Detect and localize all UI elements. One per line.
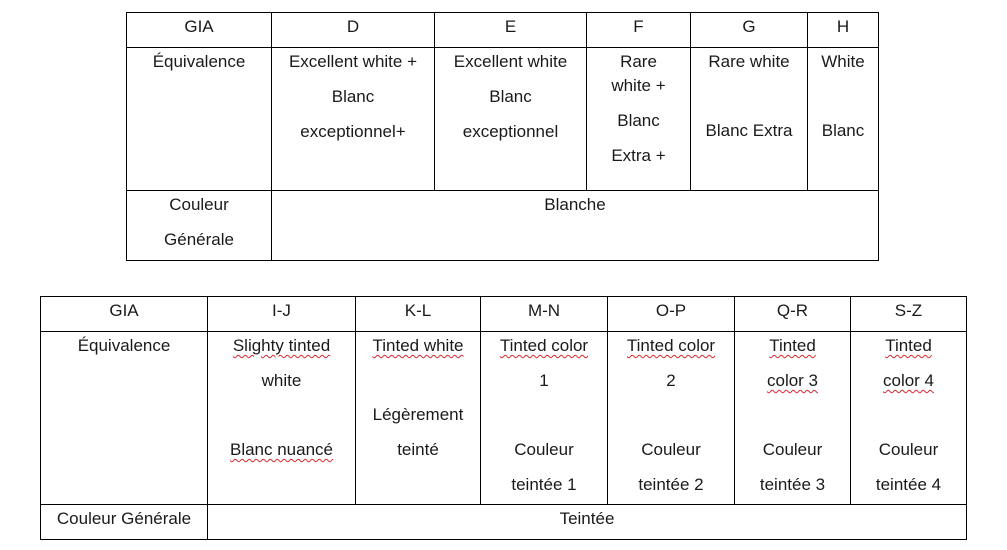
table1-header-gia: GIA [127, 13, 272, 48]
table1-equivalence-e: Excellent white Blanc exceptionnel [435, 48, 587, 191]
table1-equivalence-g: Rare white Blanc Extra [691, 48, 808, 191]
table1-equivalence-row [127, 48, 879, 191]
table1-header-e: E [435, 13, 587, 48]
spellcheck-flag: Tinted white [372, 336, 464, 355]
spellcheck-flag: Slighty tinted [232, 336, 331, 355]
table2-equivalence-o-p: Tinted color 2 Couleur teintée 2 [608, 332, 735, 505]
table1-equivalence-f: Rare white + Blanc Extra + [587, 48, 691, 191]
color-grade-table-tinted [40, 296, 967, 540]
table1-header-f: F [587, 13, 691, 48]
spellcheck-flag: color 4 [882, 371, 935, 390]
table2-equivalence-q-r: Tinted color 3 Couleur teintée 3 [735, 332, 851, 505]
table2-header-row [41, 297, 967, 332]
table2-general-label: Couleur Générale [41, 505, 208, 540]
table2-header-o-p: O-P [608, 297, 735, 332]
table2-header-k-l: K-L [356, 297, 481, 332]
spellcheck-flag: Tinted [885, 336, 932, 355]
table1-general-label: Couleur Générale [127, 191, 272, 261]
table2-equivalence-label: Équivalence [41, 332, 208, 505]
table2-header-m-n: M-N [481, 297, 608, 332]
table2-header-q-r: Q-R [735, 297, 851, 332]
spellcheck-flag: color 3 [766, 371, 819, 390]
table2-equivalence-s-z: Tinted color 4 Couleur teintée 4 [851, 332, 967, 505]
table2-equivalence-row [41, 332, 967, 505]
table2-header-s-z: S-Z [851, 297, 967, 332]
spellcheck-flag: Tinted color [626, 336, 716, 355]
table2-equivalence-i-j: Slighty tinted white Blanc nuancé [208, 332, 356, 505]
table2-header-gia: GIA [41, 297, 208, 332]
table2-equivalence-k-l: Tinted white Légèrement teinté [356, 332, 481, 505]
table2-general-value: Teintée [208, 505, 967, 540]
table1-general-value: Blanche [272, 191, 879, 261]
table1-header-d: D [272, 13, 435, 48]
table2-equivalence-m-n: Tinted color 1 Couleur teintée 1 [481, 332, 608, 505]
table2-general-row [41, 505, 967, 540]
spellcheck-flag: Tinted color [499, 336, 589, 355]
color-grade-table-white [126, 12, 879, 261]
table1-header-row [127, 13, 879, 48]
table1-equivalence-d: Excellent white + Blanc exceptionnel+ [272, 48, 435, 191]
table1-header-h: H [808, 13, 879, 48]
table1-general-row [127, 191, 879, 261]
spellcheck-flag: Blanc nuancé [229, 440, 334, 459]
spellcheck-flag: Tinted [769, 336, 816, 355]
table2-header-i-j: I-J [208, 297, 356, 332]
table1-header-g: G [691, 13, 808, 48]
table1-equivalence-h: White Blanc [808, 48, 879, 191]
table1-equivalence-label: Équivalence [127, 48, 272, 191]
